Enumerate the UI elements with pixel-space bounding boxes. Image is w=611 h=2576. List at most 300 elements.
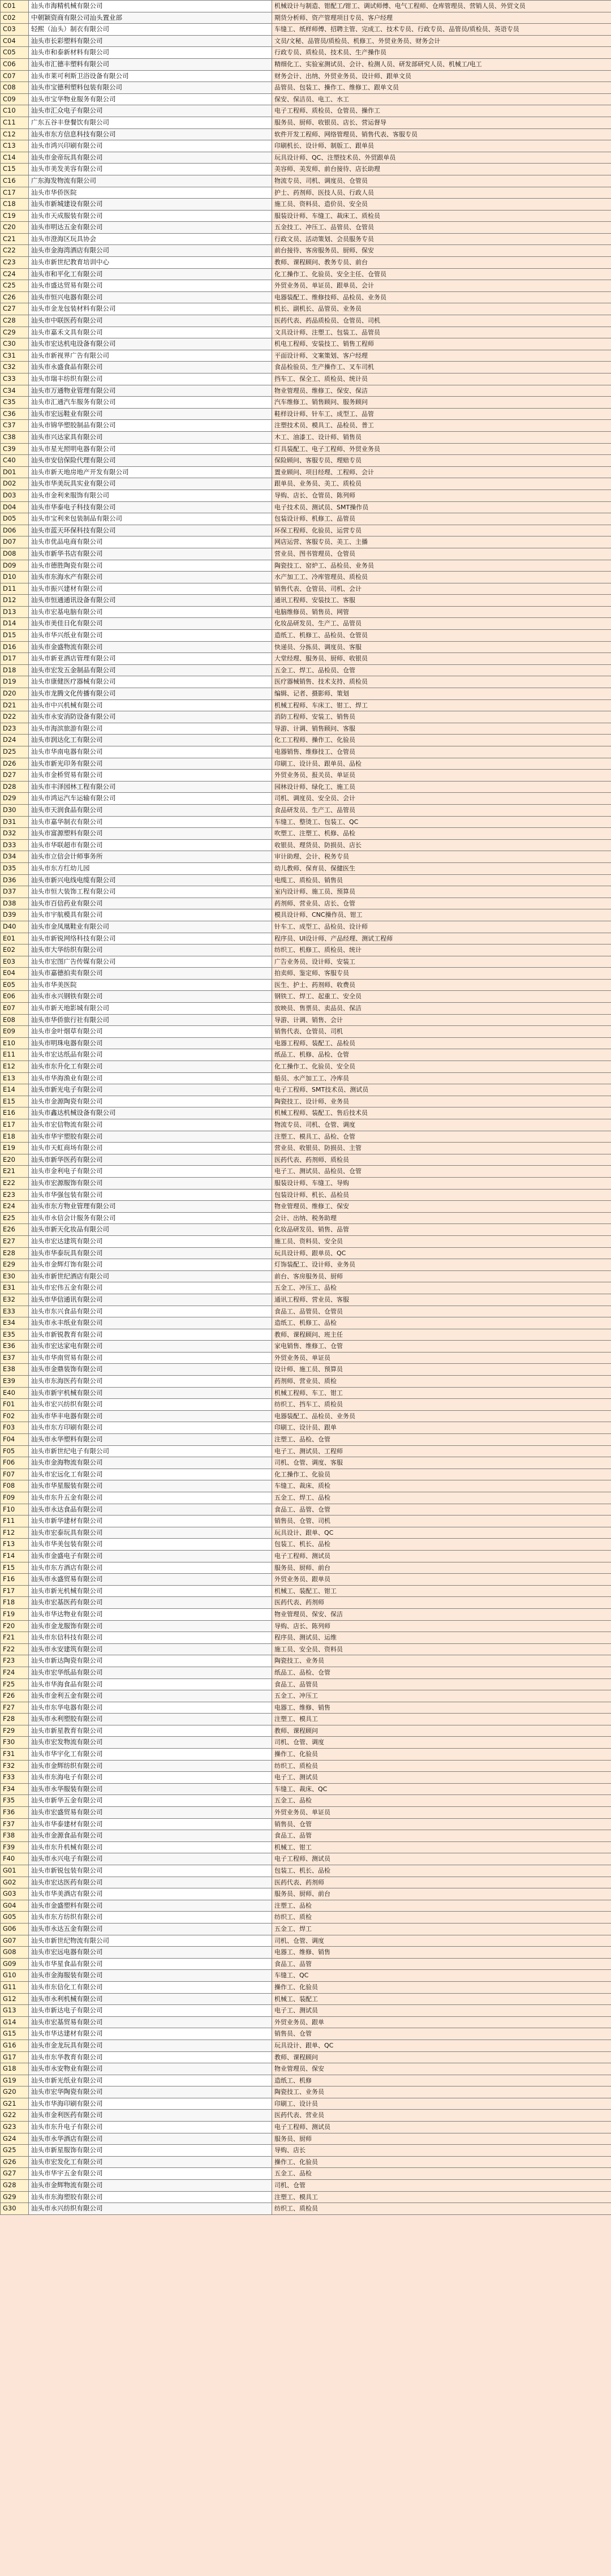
positions-cell: 食品研发员、生产工、品管员 (272, 804, 611, 816)
table-row (1, 1212, 611, 1224)
positions-cell: 软件开发工程师、网络管理员、销售代表、客服专员 (272, 128, 611, 140)
booth-code-cell: G19 (1, 2075, 29, 2086)
company-name-cell: 汕头市瑞丰纺织有限公司 (29, 373, 272, 385)
table-row (1, 1714, 611, 1725)
booth-code-cell: C25 (1, 280, 29, 292)
company-name-cell: 汕头市新兴电线电缆有限公司 (29, 874, 272, 886)
company-name-cell: 汕头市华南电器有限公司 (29, 746, 272, 758)
booth-code-cell: C02 (1, 12, 29, 24)
company-name-cell: 汕头市新光印务有限公司 (29, 758, 272, 770)
booth-code-cell: G22 (1, 2110, 29, 2122)
company-name-cell: 汕头市中联医药有限公司 (29, 315, 272, 327)
table-row (1, 606, 611, 618)
company-name-cell: 汕头市盛达贸易有限公司 (29, 280, 272, 292)
table-row (1, 140, 611, 152)
company-name-cell: 汕头市万通物业管理有限公司 (29, 385, 272, 397)
positions-cell: 电子技术员、测试员、SMT操作员 (272, 501, 611, 513)
positions-cell: 外贸业务员、报关员、单证员 (272, 770, 611, 782)
table-row (1, 1865, 611, 1877)
table-row (1, 2005, 611, 2017)
table-row (1, 1527, 611, 1539)
company-name-cell: 汕头市宏发五金制品有限公司 (29, 664, 272, 676)
positions-cell: 行政专员、质检员、技术员、生产操作员 (272, 47, 611, 59)
table-row (1, 338, 611, 350)
booth-code-cell: E33 (1, 1306, 29, 1317)
booth-code-cell: F21 (1, 1632, 29, 1644)
positions-cell: 五金技工、冲压工、品管员、仓管员 (272, 222, 611, 234)
positions-cell: 五金工、焊工、品检员、仓管 (272, 664, 611, 676)
booth-code-cell: D09 (1, 560, 29, 572)
company-name-cell: 汕头市蓝天环保科技有限公司 (29, 525, 272, 536)
positions-cell: 文具设计师、注塑工、包装工、品管员 (272, 327, 611, 338)
company-name-cell: 汕头市华海食品有限公司 (29, 1678, 272, 1690)
company-name-cell: 汕头市星光照明电器有限公司 (29, 443, 272, 455)
booth-code-cell: F38 (1, 1830, 29, 1842)
booth-code-cell: C29 (1, 327, 29, 338)
table-row (1, 991, 611, 1003)
table-row (1, 199, 611, 211)
table-row (1, 2180, 611, 2192)
booth-code-cell: D37 (1, 886, 29, 898)
table-row (1, 909, 611, 921)
company-name-cell: 汕头市永盛食品有限公司 (29, 362, 272, 373)
table-row (1, 1702, 611, 1714)
booth-code-cell: F15 (1, 1562, 29, 1574)
company-name-cell: 汕头市华信通讯有限公司 (29, 1294, 272, 1306)
company-name-cell: 汕头市大华纺织有限公司 (29, 944, 272, 956)
positions-cell: 印刷工、设计员 (272, 2098, 611, 2110)
positions-cell: 广告业务员、设计师、安装工 (272, 956, 611, 968)
table-row (1, 1177, 611, 1189)
positions-cell: 电子工程师、质检员、仓管员、操作工 (272, 105, 611, 117)
table-row (1, 152, 611, 164)
booth-code-cell: C21 (1, 233, 29, 245)
company-name-cell: 汕头市新星教育有限公司 (29, 1725, 272, 1737)
booth-code-cell: G25 (1, 2145, 29, 2157)
positions-cell: 医药代表、药剂师、质检员 (272, 1154, 611, 1166)
company-name-cell: 汕头市新天地房地产开发有限公司 (29, 466, 272, 478)
company-name-cell: 汕头市永安建筑有限公司 (29, 1643, 272, 1655)
booth-code-cell: F07 (1, 1469, 29, 1480)
company-name-cell: 汕头市东方物业管理有限公司 (29, 1201, 272, 1213)
table-row (1, 1235, 611, 1247)
booth-code-cell: D10 (1, 572, 29, 583)
booth-code-cell: E04 (1, 968, 29, 980)
table-row (1, 1119, 611, 1131)
table-row (1, 886, 611, 898)
positions-cell: 陶瓷技工、窑炉工、品检员、业务员 (272, 560, 611, 572)
positions-cell: 快递员、分拣员、调度员、客服 (272, 641, 611, 653)
booth-code-cell: E28 (1, 1247, 29, 1259)
positions-cell: 教师、课程顾问、教务专员、前台 (272, 257, 611, 269)
positions-cell: 医药代表、药剂师 (272, 1877, 611, 1888)
company-name-cell: 汕头市兴达家具有限公司 (29, 431, 272, 443)
table-row (1, 1772, 611, 1784)
company-name-cell: 广东五谷丰登餐饮有限公司 (29, 117, 272, 128)
positions-cell: 物业管理员、维修工、保安、保洁 (272, 385, 611, 397)
positions-cell: 挡车工、保全工、质检员、统计员 (272, 373, 611, 385)
company-name-cell: 汕头市宝德利塑料包装有限公司 (29, 82, 272, 94)
company-name-cell: 汕头市宝华物业服务有限公司 (29, 93, 272, 105)
company-name-cell: 汕头市永兴钢铁有限公司 (29, 991, 272, 1003)
company-name-cell: 汕头市金帝玩具有限公司 (29, 152, 272, 164)
table-row (1, 1387, 611, 1399)
table-row (1, 898, 611, 909)
company-name-cell: 汕头市金源陶瓷有限公司 (29, 1096, 272, 1107)
booth-code-cell: G04 (1, 1900, 29, 1912)
table-row (1, 548, 611, 560)
booth-code-cell: D28 (1, 781, 29, 793)
positions-cell: 五金工、品检 (272, 1795, 611, 1807)
company-name-cell: 汕头市东兴食品有限公司 (29, 1306, 272, 1317)
company-name-cell: 汕头市润达化工有限公司 (29, 735, 272, 746)
booth-code-cell: G27 (1, 2168, 29, 2180)
positions-cell: 司机、仓管、调度 (272, 1935, 611, 1947)
table-row (1, 1678, 611, 1690)
positions-cell: 电子工程师、测试员 (272, 2122, 611, 2133)
positions-cell: 注塑工、品检 (272, 1900, 611, 1912)
company-name-cell: 汕头市永达食品有限公司 (29, 1504, 272, 1515)
booth-code-cell: C10 (1, 105, 29, 117)
positions-cell: 保安、保洁员、电工、水工 (272, 93, 611, 105)
booth-code-cell: F23 (1, 1655, 29, 1667)
positions-cell: 电器销售、维修技工、仓管员 (272, 746, 611, 758)
booth-code-cell: G18 (1, 2063, 29, 2075)
booth-code-cell: D12 (1, 595, 29, 607)
table-row (1, 583, 611, 595)
company-name-cell: 汕头市鸿兴印刷有限公司 (29, 140, 272, 152)
company-name-cell: 汕头市宏达家电有限公司 (29, 1341, 272, 1353)
positions-cell: 电器工、维修、销售 (272, 1947, 611, 1959)
positions-cell: 文员/文秘、品管员/质检员、机修工、外贸业务员、财务会计 (272, 35, 611, 47)
company-name-cell: 汕头市宏达建筑有限公司 (29, 1235, 272, 1247)
table-row (1, 874, 611, 886)
table-row (1, 490, 611, 501)
company-name-cell: 汕头市金利电子有限公司 (29, 1166, 272, 1178)
company-name-cell: 汕头市新星服饰有限公司 (29, 2145, 272, 2157)
company-name-cell: 汕头市东信化工有限公司 (29, 1981, 272, 1993)
company-name-cell: 汕头市宏泰玩具有限公司 (29, 1527, 272, 1539)
company-name-cell: 汕头市宏远化工有限公司 (29, 1469, 272, 1480)
positions-cell: 机械工、钳工 (272, 1841, 611, 1853)
table-row (1, 105, 611, 117)
table-row (1, 1947, 611, 1959)
positions-cell: 药剂师、营业员、质检 (272, 1376, 611, 1388)
booth-code-cell: C35 (1, 397, 29, 409)
table-row (1, 280, 611, 292)
booth-code-cell: C06 (1, 58, 29, 70)
booth-code-cell: F33 (1, 1772, 29, 1784)
company-name-cell: 汕头市华兴纸业有限公司 (29, 630, 272, 642)
positions-cell: 玩具设计、跟单、QC (272, 1527, 611, 1539)
booth-code-cell: E16 (1, 1107, 29, 1119)
positions-cell: 注塑技术员、模具工、品检员、普工 (272, 420, 611, 432)
company-name-cell: 汕头市莱可利斯卫浴设备有限公司 (29, 70, 272, 82)
company-name-cell: 汕头市金鼎装饰有限公司 (29, 1364, 272, 1376)
positions-cell: 司机、仓管 (272, 2180, 611, 2192)
company-name-cell: 汕头市华美医院 (29, 979, 272, 991)
company-name-cell: 汕头市华宇五金有限公司 (29, 2168, 272, 2180)
booth-code-cell: E22 (1, 1177, 29, 1189)
positions-cell: 教师、课程顾问 (272, 2051, 611, 2063)
positions-cell: 置业顾问、项目经理、工程师、会计 (272, 466, 611, 478)
positions-cell: 车缝工、QC (272, 1970, 611, 1982)
company-name-cell: 汕头市金龙包装材料有限公司 (29, 303, 272, 315)
positions-cell: 物流专员、司机、调度员、仓管员 (272, 175, 611, 187)
booth-code-cell: D05 (1, 513, 29, 525)
positions-cell: 司机、仓管、调度、客服 (272, 1457, 611, 1469)
booth-code-cell: F35 (1, 1795, 29, 1807)
company-name-cell: 汕头市金盛电子有限公司 (29, 1550, 272, 1562)
company-name-cell: 汕头市新世纪酒店有限公司 (29, 1270, 272, 1282)
table-row (1, 408, 611, 420)
company-name-cell: 汕头市金利五金有限公司 (29, 1690, 272, 1702)
positions-cell: 服装设计师、车缝工、裁床工、质检员 (272, 210, 611, 222)
booth-code-cell: C19 (1, 210, 29, 222)
positions-cell: 电器装配工、维修技师、品检员、业务员 (272, 291, 611, 303)
positions-cell: 印刷机长、设计师、制版工、跟单员 (272, 140, 611, 152)
table-row (1, 1515, 611, 1527)
positions-cell: 电子工、测试员、工程师 (272, 1445, 611, 1457)
booth-code-cell: C36 (1, 408, 29, 420)
company-name-cell: 汕头市华宇塑胶有限公司 (29, 1131, 272, 1143)
company-name-cell: 汕头市东升电子有限公司 (29, 2122, 272, 2133)
booth-code-cell: G06 (1, 1923, 29, 1935)
positions-cell: 包装工、机长、品检 (272, 1539, 611, 1551)
positions-cell: 包装工、机长、品检 (272, 1865, 611, 1877)
company-name-cell: 汕头市宏盛贸易有限公司 (29, 1807, 272, 1819)
company-name-cell: 中朝颖资商有限公司汕头置业部 (29, 12, 272, 24)
positions-cell: 物业管理员、保安、保洁 (272, 1608, 611, 1620)
positions-cell: 医药代表、营业员 (272, 2110, 611, 2122)
booth-code-cell: F20 (1, 1620, 29, 1632)
positions-cell: 车缝工、裁床、质检 (272, 1480, 611, 1492)
positions-cell: 程序员、测试员、运维 (272, 1632, 611, 1644)
positions-cell: 纺织工、质检员 (272, 1760, 611, 1772)
positions-cell: 电子工程师、测试员 (272, 1550, 611, 1562)
company-name-cell: 汕头市新天化妆品有限公司 (29, 1224, 272, 1236)
booth-code-cell: G10 (1, 1970, 29, 1982)
company-name-cell: 汕头市永丰纸业有限公司 (29, 1317, 272, 1329)
table-row (1, 1049, 611, 1061)
table-row (1, 1096, 611, 1107)
company-name-cell: 汕头市宏远鞋业有限公司 (29, 408, 272, 420)
positions-cell: 园林设计师、绿化工、施工员 (272, 781, 611, 793)
company-name-cell: 汕头市金盛塑料有限公司 (29, 1900, 272, 1912)
table-row (1, 455, 611, 467)
company-name-cell: 汕头市金辉纺织有限公司 (29, 1760, 272, 1772)
company-name-cell: 汕头市新光电子有限公司 (29, 1084, 272, 1096)
booth-code-cell: D15 (1, 630, 29, 642)
booth-code-cell: F25 (1, 1678, 29, 1690)
table-row (1, 1807, 611, 1819)
booth-code-cell: F14 (1, 1550, 29, 1562)
positions-cell: 销售员、仓管、司机 (272, 1515, 611, 1527)
table-row (1, 1737, 611, 1749)
booth-code-cell: D23 (1, 723, 29, 735)
company-name-cell: 汕头市东华教育有限公司 (29, 2051, 272, 2063)
positions-cell: 跟单员、业务员、美工、质检员 (272, 478, 611, 490)
booth-code-cell: F37 (1, 1818, 29, 1830)
positions-cell: 化妆品研发员、生产工、品管员 (272, 618, 611, 630)
positions-cell: 机长、副机长、品管员、业务员 (272, 303, 611, 315)
table-row (1, 466, 611, 478)
positions-cell: 环保工程师、化验员、运营专员 (272, 525, 611, 536)
booth-code-cell: F04 (1, 1434, 29, 1446)
table-row (1, 2168, 611, 2180)
booth-code-cell: E18 (1, 1131, 29, 1143)
booth-code-cell: F22 (1, 1643, 29, 1655)
table-row (1, 1189, 611, 1201)
table-row (1, 804, 611, 816)
table-row (1, 1643, 611, 1655)
positions-cell: 导购、店长、陈列师 (272, 1620, 611, 1632)
table-row (1, 1749, 611, 1761)
positions-cell: 五金工、品检 (272, 2168, 611, 2180)
booth-code-cell: F24 (1, 1667, 29, 1678)
company-name-cell: 汕头市宇航模具有限公司 (29, 909, 272, 921)
positions-cell: 模具设计师、CNC操作员、钳工 (272, 909, 611, 921)
positions-cell: 机械工程师、车床工、钳工、焊工 (272, 699, 611, 711)
booth-code-cell: G01 (1, 1865, 29, 1877)
booth-code-cell: G21 (1, 2098, 29, 2110)
company-name-cell: 汕头市宏达机电设备有限公司 (29, 338, 272, 350)
booth-code-cell: F01 (1, 1399, 29, 1411)
company-name-cell: 汕头市宏远电器有限公司 (29, 1947, 272, 1959)
booth-code-cell: E34 (1, 1317, 29, 1329)
positions-cell: 平面设计师、文案策划、客户经理 (272, 350, 611, 362)
table-row (1, 513, 611, 525)
positions-cell: 网店运营、客服专员、美工、主播 (272, 536, 611, 548)
booth-code-cell: E21 (1, 1166, 29, 1178)
booth-code-cell: D24 (1, 735, 29, 746)
booth-code-cell: F08 (1, 1480, 29, 1492)
booth-code-cell: F06 (1, 1457, 29, 1469)
table-row (1, 1725, 611, 1737)
company-name-cell: 汕头市永兴纺织有限公司 (29, 2203, 272, 2215)
booth-code-cell: E12 (1, 1061, 29, 1073)
positions-cell: 外贸业务员、单证员 (272, 1807, 611, 1819)
booth-code-cell: D02 (1, 478, 29, 490)
booth-code-cell: F09 (1, 1492, 29, 1504)
booth-code-cell: C08 (1, 82, 29, 94)
table-row (1, 746, 611, 758)
booth-code-cell: G03 (1, 1888, 29, 1900)
booth-code-cell: E06 (1, 991, 29, 1003)
booth-code-cell: D26 (1, 758, 29, 770)
booth-code-cell: D04 (1, 501, 29, 513)
positions-cell: 医疗器械销售、技术支持、质检员 (272, 676, 611, 688)
company-name-cell: 汕头市嘉德拍卖有限公司 (29, 968, 272, 980)
company-name-cell: 汕头市天润食品有限公司 (29, 804, 272, 816)
company-name-cell: 汕头市宏兴纺织有限公司 (29, 1399, 272, 1411)
table-row (1, 758, 611, 770)
positions-cell: 营业员、收银员、防损员、主管 (272, 1143, 611, 1154)
positions-cell: 导购、店长、仓管员、陈列师 (272, 490, 611, 501)
company-name-cell: 汕头市恒兴电器有限公司 (29, 291, 272, 303)
booth-code-cell: D27 (1, 770, 29, 782)
table-row (1, 1270, 611, 1282)
table-row (1, 268, 611, 280)
table-row (1, 595, 611, 607)
positions-cell: 造纸工、机修工、品检员、仓管员 (272, 630, 611, 642)
booth-code-cell: C22 (1, 245, 29, 257)
positions-cell: 前台、客房服务员、厨师 (272, 1270, 611, 1282)
booth-code-cell: F39 (1, 1841, 29, 1853)
table-row (1, 2191, 611, 2203)
company-name-cell: 汕头市百信药业有限公司 (29, 898, 272, 909)
table-row (1, 979, 611, 991)
positions-cell: 医生、护士、药剂师、收费员 (272, 979, 611, 991)
booth-code-cell: C15 (1, 164, 29, 175)
booth-code-cell: C16 (1, 175, 29, 187)
company-name-cell: 汕头市华南贸易有限公司 (29, 1352, 272, 1364)
company-name-cell: 汕头市天成服装有限公司 (29, 210, 272, 222)
booth-code-cell: E15 (1, 1096, 29, 1107)
company-name-cell: 汕头市新锐教育有限公司 (29, 1329, 272, 1341)
table-row (1, 1492, 611, 1504)
table-row (1, 93, 611, 105)
positions-cell: 外贸业务员、跟单员 (272, 1574, 611, 1586)
table-row (1, 291, 611, 303)
company-name-cell: 汕头市立信会计师事务所 (29, 851, 272, 863)
table-row (1, 82, 611, 94)
company-name-cell: 汕头市汇通汽车服务有限公司 (29, 397, 272, 409)
booth-code-cell: C27 (1, 303, 29, 315)
company-name-cell: 汕头市宏基电脑有限公司 (29, 606, 272, 618)
positions-cell: 纺织工、挡车工、质检员 (272, 1399, 611, 1411)
positions-cell: 保险顾问、客服专员、理赔专员 (272, 455, 611, 467)
table-row (1, 1107, 611, 1119)
booth-code-cell: E32 (1, 1294, 29, 1306)
table-row (1, 2051, 611, 2063)
positions-cell: 美容师、美发师、前台接待、店长助理 (272, 164, 611, 175)
table-row (1, 2203, 611, 2215)
company-name-cell: 汕头市鸿运汽车运输有限公司 (29, 793, 272, 805)
table-row (1, 245, 611, 257)
table-row (1, 128, 611, 140)
table-row (1, 1783, 611, 1795)
booth-code-cell: E38 (1, 1364, 29, 1376)
positions-cell: 销售代表、仓管员、司机 (272, 1026, 611, 1038)
booth-code-cell: C23 (1, 257, 29, 269)
booth-code-cell: E31 (1, 1282, 29, 1294)
booth-code-cell: D22 (1, 711, 29, 723)
company-name-cell: 汕头市金辉物流有限公司 (29, 2180, 272, 2192)
table-row (1, 711, 611, 723)
table-row (1, 618, 611, 630)
positions-cell: 拍卖师、鉴定师、客服专员 (272, 968, 611, 980)
positions-cell: 前台接待、客房服务员、厨师、保安 (272, 245, 611, 257)
company-name-cell: 汕头市东方红幼儿园 (29, 862, 272, 874)
company-name-cell: 汕头市宏伟五金有限公司 (29, 1282, 272, 1294)
table-row (1, 1, 611, 12)
company-name-cell: 汕头市东海水产有限公司 (29, 572, 272, 583)
table-row (1, 1434, 611, 1446)
positions-cell: 陶瓷技工、业务员 (272, 1655, 611, 1667)
positions-cell: 服装设计师、车缝工、导购 (272, 1177, 611, 1189)
company-name-cell: 汕头市海滨旅游有限公司 (29, 723, 272, 735)
booth-code-cell: C34 (1, 385, 29, 397)
table-row (1, 1072, 611, 1084)
table-row (1, 1958, 611, 1970)
table-row (1, 1201, 611, 1213)
table-row (1, 47, 611, 59)
positions-cell: 服务员、厨师 (272, 2133, 611, 2145)
booth-code-cell: G12 (1, 1993, 29, 2005)
positions-cell: 机械工、装配工 (272, 1993, 611, 2005)
booth-code-cell: F27 (1, 1702, 29, 1714)
